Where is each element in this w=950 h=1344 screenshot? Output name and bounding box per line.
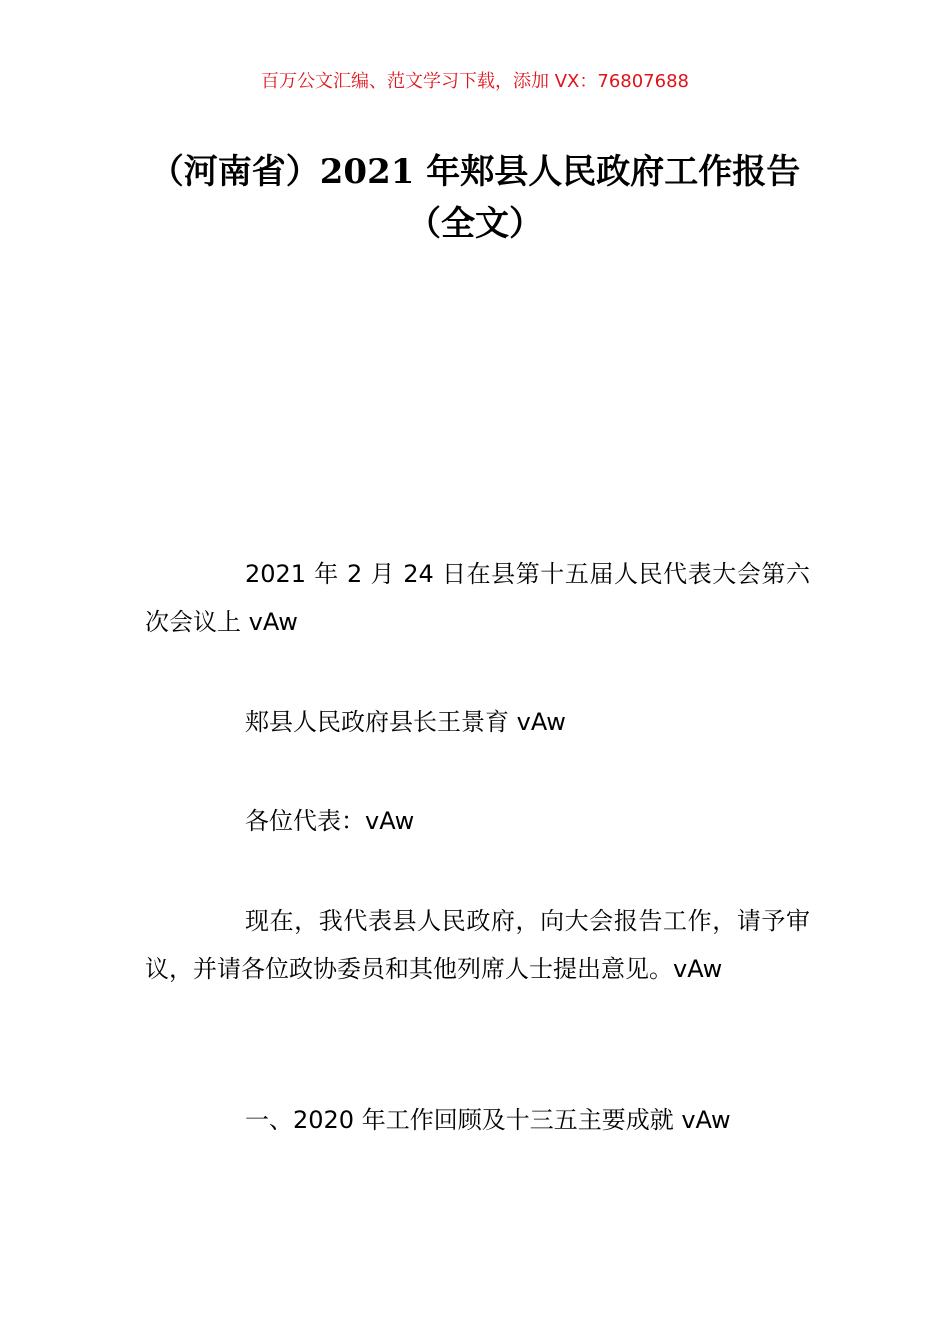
document-title: （河南省）2021 年郏县人民政府工作报告（全文） xyxy=(149,152,801,244)
paragraph-opening: 现在，我代表县人民政府，向大会报告工作，请予审议，并请各位政协委员和其他列席人士提出意见。vAw xyxy=(145,907,810,983)
paragraph-meeting-info: 2021 年 2 月 24 日在县第十五届人民代表大会第六次会议上 vAw xyxy=(145,560,810,636)
paragraph-speaker: 郏县人民政府县长王景育 vAw xyxy=(245,708,566,736)
header-note: 百万公文汇编、范文学习下载，添加 VX：76807688 xyxy=(261,71,689,92)
paragraph-salutation: 各位代表：vAw xyxy=(245,807,415,835)
section-heading-1: 一、2020 年工作回顾及十三五主要成就 vAw xyxy=(245,1106,731,1134)
